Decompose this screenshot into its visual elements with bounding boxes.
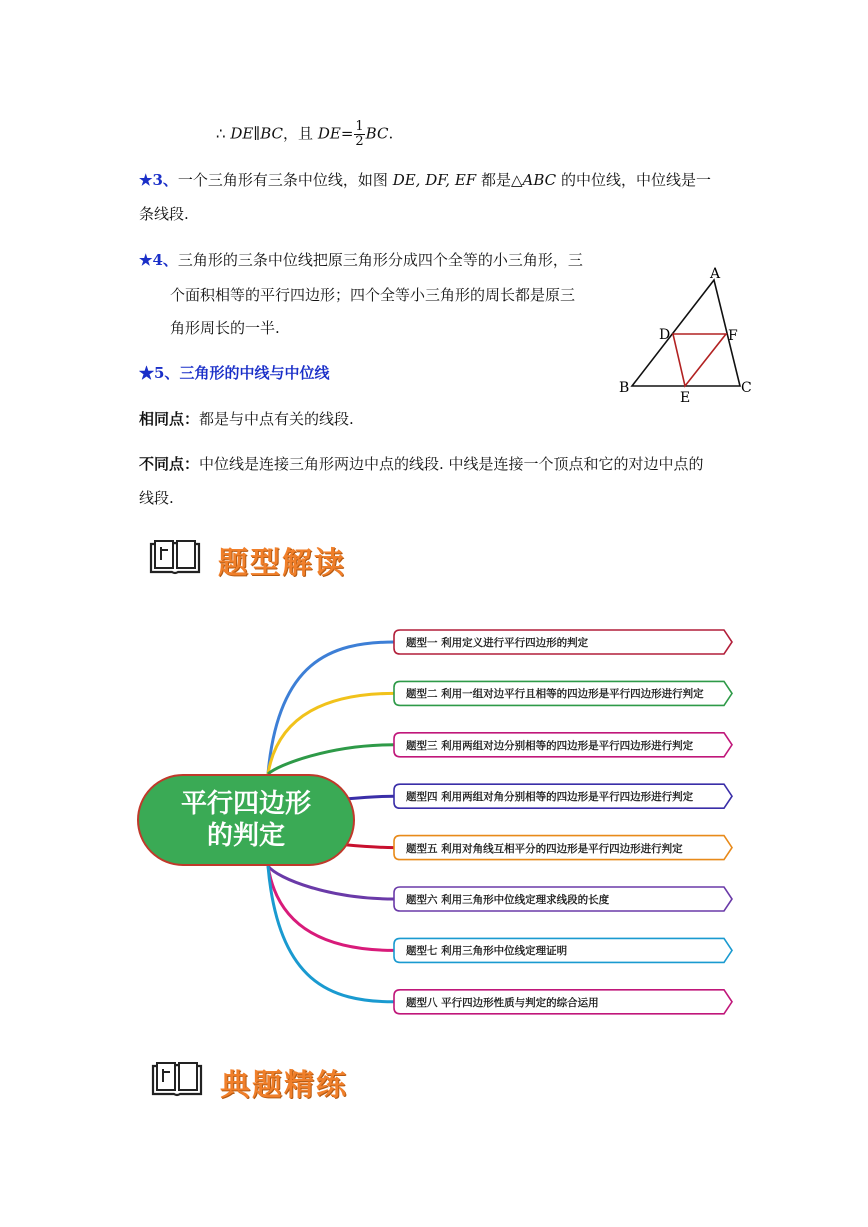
formula-line: ∴ DE∥BC，且 DE= $\frac{1}{2}$ BC. — [216, 119, 394, 149]
point-4-line-1: ★4、三角形的三条中位线把原三角形分成四个全等的小三角形，三 — [139, 251, 583, 269]
mindmap-branch-label: 题型四 利用两组对角分别相等的四边形是平行四边形进行判定 — [406, 791, 694, 804]
point-3-line-1: ★3、一个三角形有三条中位线，如图 DE, DF, EF 都是△ABC 的中位线，中位线是一 — [139, 171, 711, 189]
point-5-star: ★5、 — [139, 364, 180, 382]
mindmap-connector — [268, 693, 394, 774]
formula-bc-2: BC — [365, 124, 389, 143]
label-d: D — [659, 327, 671, 343]
label-b: B — [619, 380, 630, 396]
section-title-classic-practice: 典题精练 — [220, 1068, 348, 1103]
mindmap-branch-label: 题型五 利用对角线互相平分的四边形是平行四边形进行判定 — [406, 842, 683, 855]
point-4-line-3: 角形周长的一半. — [170, 319, 280, 337]
medial-triangle-def — [673, 334, 726, 386]
formula-eq: = — [340, 124, 354, 143]
open-book-icon — [148, 538, 202, 578]
fraction-half: $\frac{1}{2}$ — [355, 119, 364, 149]
midline-triangle-figure — [614, 262, 758, 408]
mindmap-branch-label: 题型七 利用三角形中位线定理证明 — [406, 945, 568, 958]
formula-de-2: DE — [317, 124, 341, 143]
parallel-symbol: ∥ — [253, 124, 261, 143]
mindmap-connector — [268, 866, 394, 899]
mindmap-branch-label: 题型一 利用定义进行平行四边形的判定 — [406, 637, 589, 649]
section-title-type-interpretation: 题型解读 — [218, 546, 346, 581]
label-a: A — [710, 266, 721, 282]
same-point-line: 相同点：都是与中点有关的线段. — [139, 410, 354, 428]
same-point-label: 相同点： — [139, 410, 200, 428]
formula-de: DE — [230, 124, 254, 143]
mindmap-connectors — [0, 600, 868, 1040]
point-5-title: 三角形的中线与中位线 — [179, 364, 330, 382]
formula-and: ，且 — [283, 124, 314, 143]
mindmap-center-node — [137, 774, 355, 866]
point-5-line — [139, 363, 329, 383]
label-e: E — [680, 390, 691, 406]
label-f: F — [728, 328, 738, 344]
mindmap-branch-label: 题型二 利用一组对边平行且相等的四边形是平行四边形进行判定 — [406, 688, 704, 701]
label-c: C — [741, 380, 752, 396]
diff-point-label: 不同点： — [139, 455, 200, 473]
diff-point-line-2: 线段. — [139, 489, 174, 507]
formula-bc: BC — [260, 124, 284, 143]
point-4-line-2: 个面积相等的平行四边形；四个全等小三角形的周长都是原三 — [170, 286, 576, 304]
mindmap-connector — [268, 745, 394, 774]
point-3-star: ★3、 — [139, 171, 178, 189]
triangle-abc — [632, 280, 740, 386]
mindmap-connector — [268, 642, 394, 774]
mindmap-branch-label: 题型八 平行四边形性质与判定的综合运用 — [406, 996, 599, 1009]
center-node-line-1: 平行四边形 — [180, 789, 311, 819]
point-4-star: ★4、 — [139, 251, 178, 269]
mindmap-branch-label: 题型三 利用两组对边分别相等的四边形是平行四边形进行判定 — [406, 739, 694, 752]
therefore-symbol: ∴ — [216, 124, 226, 143]
mindmap-connector — [268, 866, 394, 1002]
point-3-line-2: 条线段. — [139, 205, 189, 223]
mindmap-branch-label: 题型六 利用三角形中位线定理求线段的长度 — [406, 894, 610, 906]
center-node-line-2: 的判定 — [206, 821, 285, 851]
diff-point-line-1: 不同点：中位线是连接三角形两边中点的线段. 中线是连接一个顶点和它的对边中点的 — [139, 455, 704, 473]
open-book-icon — [150, 1060, 204, 1100]
